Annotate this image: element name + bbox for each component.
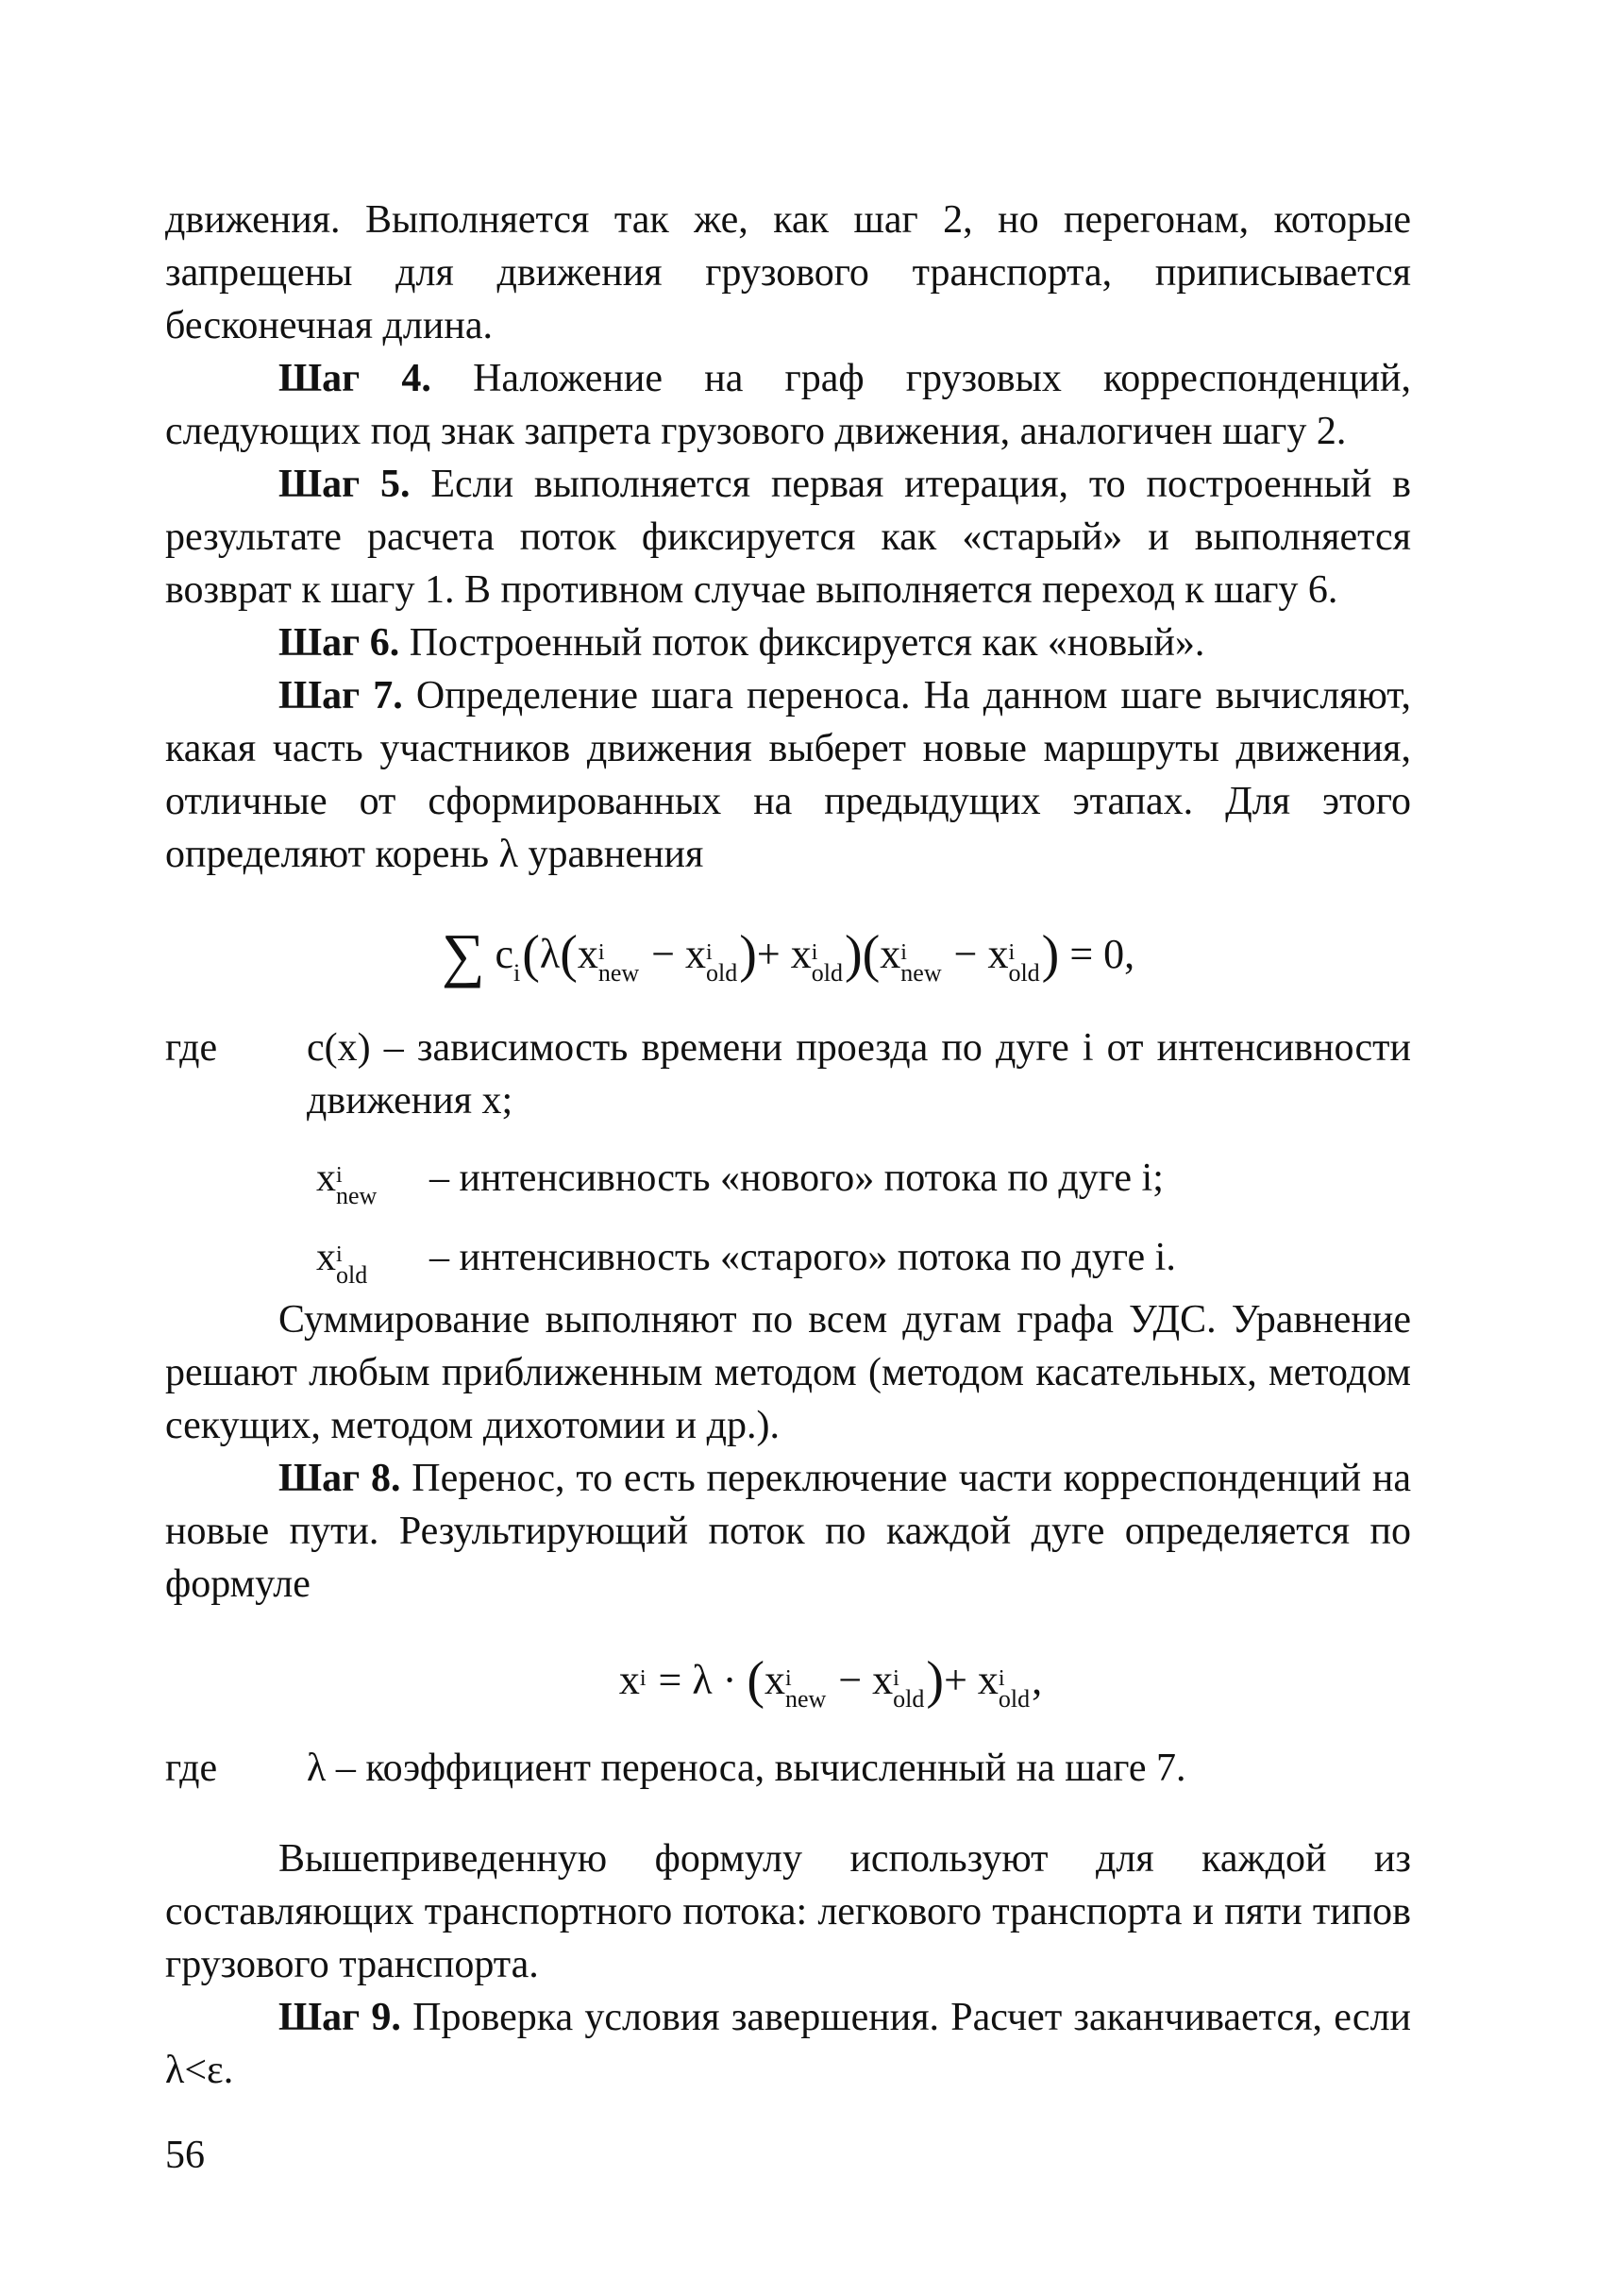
eq1-minus1: − [641,931,686,977]
eq1-c-sub: i [512,959,521,987]
paragraph-formula-usage: Вышеприведенную формулу используют для каждой из составляющих транспортного потока: легкового транспорта и пяти типов грузового транспорта. [165,1837,1411,1986]
step-8-text: Перенос, то есть переключение части корреспонденций на новые пути. Результирующий поток по каждой дуге определяется по формуле [165,1457,1411,1606]
paragraph-step-9 [165,1991,1411,2097]
step-7-label: Шаг 7. [278,674,403,718]
eq1-x1: x [577,931,598,977]
step-6-text: Построенный поток фиксируется как «новый». [399,621,1205,665]
where-ci-definition: c(x) – зависимость времени проезда по дуге i от интенсивности движения x; [307,1026,1411,1123]
step-4-text: Наложение на граф грузовых корреспонденций, следующих под знак запрета грузового движения, аналогичен шагу 2. [165,357,1411,453]
paragraph-step-6 [165,616,1411,669]
step-5-text: Если выполняется первая итерация, то построенный в результате расчета поток фиксируется как «старый» и выполняется возврат к шагу 1. В противном случае выполняется переход к шагу 6. [165,463,1411,612]
step-6-label: Шаг 6. [278,621,400,665]
paragraph-step-5 [165,458,1411,616]
x-new-description: – интенсивность «нового» потока по дуге i; [429,1156,1164,1200]
step-8-label: Шаг 8. [278,1457,401,1500]
eq1-x5: x [987,931,1009,977]
eq1-c: c [495,931,513,977]
step-9-label: Шаг 9. [278,1996,401,2039]
paragraph-step-8 [165,1452,1411,1611]
sum-symbol: ∑ [441,921,485,988]
paragraph-step-7 [165,669,1411,881]
eq2-end: , [1032,1657,1043,1703]
x-old-description: – интенсивность «старого» потока по дуге i. [429,1236,1176,1279]
paragraph-step-4 [165,352,1411,458]
where-block-1 [165,1021,1411,1127]
definition-x-old: x i old – интенсивность «старого» потока по дуге i. [316,1236,1176,1289]
step-5-label: Шаг 5. [278,463,411,506]
eq1-x4: x [880,931,901,977]
step-9-text: Проверка условия завершения. Расчет заканчивается, если λ<ε. [165,1996,1412,2092]
where-label: где [165,1026,218,1070]
equation-result-flow: x i = λ · (x i new − x i old )+ x i old , [618,1651,1043,1713]
page-number: 56 [165,2134,205,2177]
paragraph-continuation: движения. Выполняется так же, как шаг 2, но перегонам, которые запрещены для движения грузового транспорта, приписывается бесконечная длина. [165,198,1411,347]
eq2-eq-lambda: = λ · [647,1657,748,1703]
eq1-x3: x [790,931,812,977]
eq2-x-lhs: x [618,1657,640,1703]
step-7-text: Определение шага переноса. На данном шаге вычисляют, какая часть участников движения выберет новые маршруты движения, отличные от сформированных на предыдущих этапах. Для этого определяют корень λ уравнения [165,674,1411,876]
eq1-plus: + [756,931,791,977]
equation-step-transfer: ∑ c i (λ(x i new − x i old )+ x i old )(x i new − x i old ) = 0, [441,921,1135,988]
paragraph-summation: Суммирование выполняют по всем дугам графа УДС. Уравнение решают любым приближенным методом (методом касательных, методом секущих, методом дихотомии и др.). [165,1298,1411,1447]
eq1-end: = 0, [1059,931,1135,977]
where-label-2: где [165,1747,218,1790]
definition-x-new: x i new – интенсивность «нового» потока по дуге i; [316,1156,1164,1209]
eq1-minus2: − [943,931,988,977]
eq1-x2: x [685,931,707,977]
step-4-label: Шаг 4. [278,357,431,400]
page-body [165,194,1411,2097]
where-block-2 [165,1742,1411,1795]
eq1-lambda: λ [539,931,561,977]
where-lambda-definition: λ – коэффициент переноса, вычисленный на шаге 7. [307,1747,1186,1790]
